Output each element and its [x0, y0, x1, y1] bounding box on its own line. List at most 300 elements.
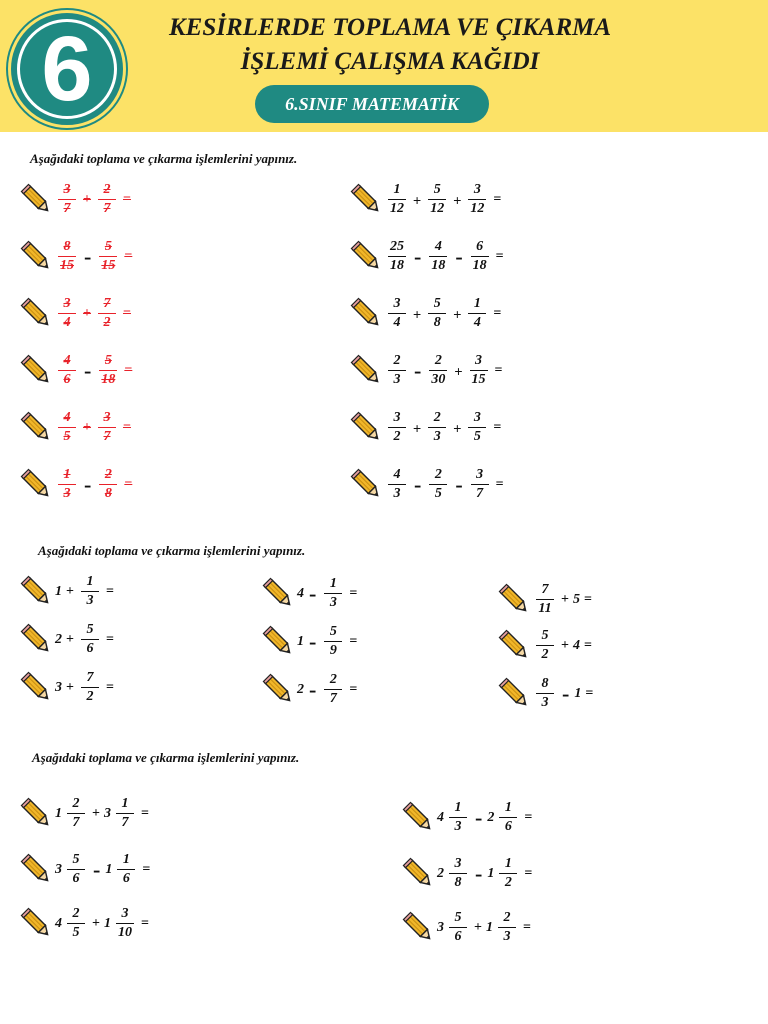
fraction [58, 410, 76, 445]
fraction [116, 796, 134, 831]
operator: - [309, 580, 317, 606]
operator: + [83, 305, 91, 321]
numerator: 5 [433, 296, 441, 311]
denominator: 12 [430, 201, 445, 216]
exercise-2-col1-1 [20, 574, 117, 609]
whole-number: 1 [55, 805, 62, 821]
fraction-bar [499, 873, 517, 874]
fraction-bar [498, 927, 516, 928]
pencil-icon [20, 411, 54, 445]
denominator: 12 [390, 201, 404, 216]
fraction [58, 239, 76, 274]
fraction-bar [468, 199, 486, 200]
numerator: 7 [86, 670, 94, 685]
operator: + [453, 191, 462, 208]
operator: + [66, 631, 74, 647]
denominator: 4 [473, 315, 481, 330]
numerator: 3 [473, 410, 481, 425]
denominator: 6 [454, 929, 462, 944]
numerator: 5 [454, 910, 462, 925]
fraction-bar [428, 199, 446, 200]
title-line-1: KESİRLERDE TOPLAMA VE ÇIKARMA [168, 14, 612, 41]
fraction [536, 582, 554, 617]
denominator: 3 [393, 372, 401, 387]
fraction-bar [98, 313, 116, 314]
exercise-1-left-6 [20, 467, 135, 502]
pencil-icon [350, 411, 384, 445]
numerator: 6 [476, 239, 484, 254]
pencil-icon [20, 671, 54, 705]
operator: - [309, 676, 317, 702]
fraction-bar [67, 813, 85, 814]
exercise-3-right-3 [402, 910, 534, 945]
denominator: 10 [117, 925, 132, 940]
denominator: 3 [454, 819, 462, 834]
fraction [324, 672, 342, 707]
fraction [499, 800, 517, 835]
fraction-bar [116, 813, 134, 814]
whole-number: 1 [55, 583, 62, 599]
pencil-icon [262, 673, 296, 707]
fraction-bar [388, 199, 406, 200]
fraction [429, 353, 447, 388]
fraction-bar [468, 427, 486, 428]
denominator: 3 [503, 929, 511, 944]
denominator: 15 [471, 372, 486, 387]
operator: - [475, 860, 483, 886]
fraction-bar [536, 645, 554, 646]
denominator: 2 [86, 689, 94, 704]
denominator: 8 [454, 875, 462, 890]
fraction [324, 624, 342, 659]
fraction [324, 576, 342, 611]
fraction-bar [468, 313, 486, 314]
denominator: 6 [122, 871, 130, 886]
fraction-bar [67, 869, 85, 870]
denominator: 2 [103, 315, 111, 330]
operator: + [474, 919, 482, 935]
exercise-1-right-5 [350, 410, 504, 445]
equals-sign: = [493, 419, 502, 435]
denominator: 18 [472, 258, 487, 273]
fraction [449, 856, 467, 891]
fraction-bar [388, 256, 406, 257]
equals-sign: = [493, 305, 502, 321]
denominator: 4 [393, 315, 401, 330]
numerator: 3 [476, 467, 484, 482]
exercise-1-left-5 [20, 410, 134, 445]
whole-number: 1 [487, 865, 495, 881]
fraction-bar [388, 484, 406, 485]
operator: + [453, 305, 462, 322]
operator: + [561, 591, 569, 607]
denominator: 3 [393, 486, 401, 501]
whole-number: 1 [574, 685, 582, 701]
fraction [388, 182, 406, 217]
operator: - [475, 804, 483, 830]
exercise-2-col2-2 [262, 624, 360, 659]
fraction [428, 410, 446, 445]
fraction [471, 467, 489, 502]
whole-number: 3 [55, 861, 62, 877]
fraction-bar [388, 427, 406, 428]
denominator: 3 [329, 595, 337, 610]
denominator: 15 [60, 258, 74, 273]
exercise-2-col3-1 [498, 582, 595, 617]
numerator: 2 [329, 672, 337, 687]
fraction-bar [58, 256, 76, 257]
numerator: 1 [504, 856, 512, 871]
numerator: 5 [541, 628, 549, 643]
equals-sign: = [140, 915, 149, 931]
numerator: 7 [541, 582, 549, 597]
fraction-bar [58, 313, 76, 314]
whole-number: 1 [105, 861, 113, 877]
pencil-icon [350, 297, 384, 331]
equals-sign: = [140, 805, 149, 821]
numerator: 4 [434, 239, 442, 254]
numerator: 2 [434, 353, 442, 368]
equals-sign: = [124, 362, 133, 378]
equals-sign: = [583, 637, 592, 653]
numerator: 2 [433, 410, 441, 425]
pencil-icon [20, 853, 54, 887]
pencil-icon [350, 468, 384, 502]
pencil-icon [350, 183, 384, 217]
exercise-2-col2-3 [262, 672, 360, 707]
numerator: 3 [121, 906, 129, 921]
denominator: 18 [101, 372, 116, 387]
fraction-bar [67, 923, 85, 924]
fraction [81, 622, 99, 657]
fraction-bar [58, 370, 76, 371]
numerator: 3 [63, 182, 71, 197]
operator: - [84, 243, 92, 269]
exercise-1-left-4 [20, 353, 135, 388]
denominator: 18 [431, 258, 446, 273]
fraction [388, 410, 406, 445]
denominator: 2 [393, 429, 401, 444]
equals-sign: = [142, 861, 151, 877]
numerator: 5 [72, 852, 80, 867]
operator: + [561, 637, 569, 653]
exercise-1-left-2 [20, 239, 135, 274]
equals-sign: = [495, 248, 504, 264]
denominator: 9 [329, 643, 337, 658]
whole-number: 1 [297, 633, 304, 649]
operator: - [414, 471, 422, 497]
fraction [388, 239, 406, 274]
pencil-icon [402, 857, 436, 891]
numerator: 5 [104, 353, 112, 368]
exercise-1-left-1 [20, 182, 134, 217]
numerator: 1 [63, 467, 71, 482]
fraction-bar [81, 591, 99, 592]
pencil-icon [20, 797, 54, 831]
fraction-bar [117, 869, 135, 870]
equals-sign: = [583, 591, 592, 607]
equals-sign: = [124, 476, 133, 492]
pencil-icon [20, 183, 54, 217]
fraction-bar [98, 199, 116, 200]
denominator: 18 [390, 258, 404, 273]
whole-number: 4 [55, 915, 62, 931]
pencil-icon [498, 583, 532, 617]
denominator: 7 [121, 815, 129, 830]
fraction [58, 296, 76, 331]
denominator: 5 [473, 429, 481, 444]
denominator: 2 [504, 875, 512, 890]
numerator: 2 [72, 906, 80, 921]
fraction [81, 670, 99, 705]
pencil-icon [498, 629, 532, 663]
fraction [117, 852, 135, 887]
pencil-icon [262, 577, 296, 611]
fraction [388, 353, 406, 388]
equals-sign: = [585, 685, 594, 701]
exercise-3-right-1 [402, 800, 535, 835]
equals-sign: = [349, 633, 358, 649]
exercise-2-col1-3 [20, 670, 117, 705]
numerator: 1 [473, 296, 481, 311]
numerator: 2 [503, 910, 511, 925]
fraction [428, 296, 446, 331]
operator: + [413, 305, 422, 322]
denominator: 7 [103, 429, 111, 444]
numerator: 5 [86, 622, 94, 637]
denominator: 3 [86, 593, 94, 608]
numerator: 3 [393, 296, 401, 311]
operator: + [413, 419, 422, 436]
pencil-icon [498, 677, 532, 711]
title-line-2: İŞLEMİ ÇALIŞMA KAĞIDI [240, 48, 540, 75]
pencil-icon [262, 625, 296, 659]
fraction-bar [499, 817, 517, 818]
exercise-1-left-3 [20, 296, 134, 331]
equals-sign: = [122, 419, 131, 435]
fraction-bar [81, 639, 99, 640]
fraction [449, 800, 467, 835]
whole-number: 4 [297, 585, 304, 601]
numerator: 3 [63, 296, 71, 311]
operator: - [455, 471, 463, 497]
numerator: 2 [393, 353, 401, 368]
fraction-bar [536, 693, 554, 694]
equals-sign: = [105, 583, 114, 599]
fraction [58, 467, 76, 502]
exercise-3-right-2 [402, 856, 535, 891]
fraction-bar [99, 256, 117, 257]
numerator: 5 [433, 182, 441, 197]
numerator: 3 [393, 410, 401, 425]
fraction-bar [324, 593, 342, 594]
pencil-icon [350, 240, 384, 274]
pencil-icon [402, 801, 436, 835]
fraction-bar [116, 923, 134, 924]
denominator: 8 [104, 486, 112, 501]
pencil-icon [20, 623, 54, 657]
fraction-bar [471, 256, 489, 257]
numerator: 3 [103, 410, 111, 425]
numerator: 1 [454, 800, 462, 815]
equals-sign: = [105, 631, 114, 647]
operator: + [83, 191, 91, 207]
denominator: 6 [63, 372, 71, 387]
fraction [388, 467, 406, 502]
denominator: 7 [329, 691, 337, 706]
denominator: 5 [72, 925, 80, 940]
equals-sign: = [493, 191, 502, 207]
fraction [99, 353, 117, 388]
fraction [99, 239, 117, 274]
fraction-bar [429, 256, 447, 257]
exercise-3-left-1 [20, 796, 152, 831]
fraction [471, 239, 489, 274]
operator: + [92, 805, 100, 821]
fraction-bar [471, 484, 489, 485]
denominator: 6 [86, 641, 94, 656]
denominator: 7 [72, 815, 80, 830]
numerator: 2 [434, 467, 442, 482]
fraction [468, 182, 486, 217]
pencil-icon [20, 575, 54, 609]
numerator: 7 [103, 296, 111, 311]
fraction [67, 852, 85, 887]
fraction-bar [324, 641, 342, 642]
whole-number: 3 [103, 805, 111, 821]
whole-number: 4 [437, 809, 444, 825]
operator: - [93, 856, 101, 882]
fraction [429, 467, 447, 502]
exercise-1-right-1 [350, 182, 504, 217]
equals-sign: = [524, 865, 533, 881]
exercise-1-right-4 [350, 353, 506, 388]
instruction-section-2: Aşağıdaki toplama ve çıkarma işlemlerini yapınız. [38, 543, 306, 558]
numerator: 2 [72, 796, 80, 811]
denominator: 3 [541, 695, 549, 710]
whole-number: 2 [55, 631, 62, 647]
fraction [98, 182, 116, 217]
denominator: 8 [433, 315, 441, 330]
operator: + [92, 915, 100, 931]
exercise-2-col3-3 [498, 676, 596, 711]
fraction [58, 353, 76, 388]
denominator: 12 [470, 201, 485, 216]
instruction-section-3: Aşağıdaki toplama ve çıkarma işlemlerini yapınız. [32, 750, 300, 765]
operator: + [66, 583, 74, 599]
fraction-bar [449, 817, 467, 818]
fraction-bar [58, 484, 76, 485]
numerator: 1 [504, 800, 512, 815]
operator: - [84, 471, 92, 497]
numerator: 5 [329, 624, 337, 639]
fraction-bar [428, 427, 446, 428]
pencil-icon [20, 907, 54, 941]
fraction [98, 410, 116, 445]
exercise-1-right-6 [350, 467, 507, 502]
operator: + [413, 191, 422, 208]
fraction-bar [99, 484, 117, 485]
operator: - [414, 243, 422, 269]
equals-sign: = [124, 248, 133, 264]
exercise-3-left-3 [20, 906, 152, 941]
denominator: 6 [72, 871, 80, 886]
whole-number: 1 [485, 919, 493, 935]
numerator: 1 [86, 574, 94, 589]
fraction [81, 574, 99, 609]
numerator: 25 [390, 239, 404, 254]
fraction [98, 296, 116, 331]
operator: + [453, 419, 462, 436]
operator: - [455, 243, 463, 269]
fraction [67, 906, 85, 941]
numerator: 3 [454, 856, 462, 871]
numerator: 2 [103, 182, 111, 197]
exercise-2-col1-2 [20, 622, 117, 657]
fraction-bar [324, 689, 342, 690]
fraction [468, 296, 486, 331]
fraction [116, 906, 134, 941]
exercise-2-col2-1 [262, 576, 360, 611]
fraction-bar [536, 599, 554, 600]
denominator: 3 [63, 486, 71, 501]
whole-number: 3 [55, 679, 62, 695]
numerator: 4 [393, 467, 401, 482]
fraction-bar [428, 313, 446, 314]
numerator: 3 [473, 182, 481, 197]
whole-number: 5 [572, 591, 580, 607]
denominator: 7 [476, 486, 484, 501]
fraction [468, 410, 486, 445]
denominator: 3 [433, 429, 441, 444]
pencil-icon [402, 911, 436, 945]
equals-sign: = [105, 679, 114, 695]
whole-number: 4 [572, 637, 580, 653]
fraction-bar [470, 370, 488, 371]
fraction-bar [58, 427, 76, 428]
header-banner [0, 0, 768, 132]
fraction [536, 676, 554, 711]
numerator: 2 [104, 467, 112, 482]
whole-number: 2 [487, 809, 495, 825]
pencil-icon [20, 240, 54, 274]
operator: + [454, 362, 463, 379]
fraction-bar [81, 687, 99, 688]
pencil-icon [350, 354, 384, 388]
pencil-icon [20, 468, 54, 502]
instruction-section-1: Aşağıdaki toplama ve çıkarma işlemlerini yapınız. [30, 151, 298, 166]
fraction [499, 856, 517, 891]
denominator: 11 [538, 601, 552, 616]
fraction [449, 910, 467, 945]
numerator: 4 [63, 410, 71, 425]
fraction [67, 796, 85, 831]
fraction-bar [449, 927, 467, 928]
grade-badge [8, 10, 126, 128]
exercise-1-right-2 [350, 239, 507, 274]
pencil-icon [20, 354, 54, 388]
numerator: 1 [393, 182, 401, 197]
operator: - [84, 357, 92, 383]
exercise-1-right-3 [350, 296, 504, 331]
equals-sign: = [122, 191, 131, 207]
fraction-bar [429, 370, 447, 371]
grade-label-pill [255, 85, 489, 123]
numerator: 1 [122, 852, 130, 867]
pencil-icon [20, 297, 54, 331]
fraction [429, 239, 447, 274]
numerator: 8 [541, 676, 549, 691]
